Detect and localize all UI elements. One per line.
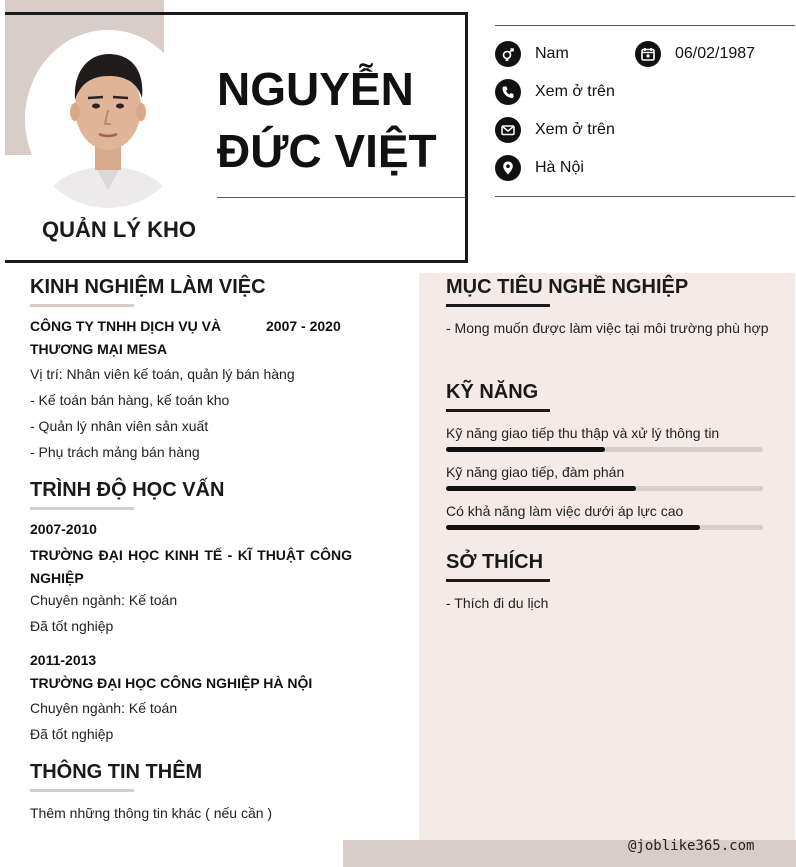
contact-address — [495, 155, 584, 181]
candidate-name — [217, 58, 457, 182]
education-2-status: Đã tốt nghiệp — [30, 726, 114, 742]
calendar-icon — [635, 41, 661, 67]
skill-2-label: Kỹ năng giao tiếp, đàm phán — [446, 464, 625, 480]
experience-company-line-2: THƯƠNG MẠI MESA — [30, 341, 168, 357]
education-1-school: TRƯỜNG ĐẠI HỌC KINH TẾ - KĨ THUẬT CÔNG NGHIỆP — [30, 547, 352, 586]
name-divider — [217, 197, 465, 198]
experience-duty-3: - Phụ trách mảng bán hàng — [30, 444, 200, 460]
profile-photo-illustration — [25, 30, 191, 208]
extra-info-heading-underline — [30, 789, 134, 792]
hobbies-heading: SỞ THÍCH — [446, 551, 544, 573]
extra-info-heading: THÔNG TIN THÊM — [30, 761, 203, 783]
location-pin-icon — [495, 155, 521, 181]
birthdate-value: 06/02/1987 — [675, 45, 756, 62]
skill-1-label: Kỹ năng giao tiếp thu thập và xử lý thông tin — [446, 425, 720, 441]
experience-duty-1: - Kế toán bán hàng, kế toán kho — [30, 392, 230, 408]
skill-1-bar-fill — [446, 447, 605, 452]
skill-2-bar-fill — [446, 486, 636, 491]
envelope-icon — [495, 117, 521, 143]
education-2-years: 2011-2013 — [30, 652, 97, 668]
address-value: Hà Nội — [535, 159, 584, 176]
education-1-status: Đã tốt nghiệp — [30, 618, 114, 634]
objective-heading-underline — [446, 304, 550, 307]
objective-heading: MỤC TIÊU NGHỀ NGHIỆP — [446, 276, 689, 298]
hobbies-text: - Thích đi du lịch — [446, 595, 549, 611]
skill-1-bar-track — [446, 447, 763, 452]
phone-icon — [495, 79, 521, 105]
skills-heading: KỸ NĂNG — [446, 381, 539, 403]
skills-heading-underline — [446, 409, 550, 412]
experience-duty-2: - Quản lý nhân viên sản xuất — [30, 418, 209, 434]
job-title: QUẢN LÝ KHO — [42, 217, 196, 242]
contact-divider-top — [495, 25, 795, 26]
experience-position: Vị trí: Nhân viên kế toán, quản lý bán hàng — [30, 366, 295, 382]
experience-heading: KINH NGHIỆM LÀM VIỆC — [30, 276, 266, 298]
footer-watermark: @joblike365.com — [628, 838, 755, 854]
skill-3-bar-fill — [446, 525, 700, 530]
education-2-major: Chuyên ngành: Kế toán — [30, 700, 178, 716]
gender-value: Nam — [535, 45, 569, 62]
hobbies-heading-underline — [446, 579, 550, 582]
skill-3-label: Có khả năng làm việc dưới áp lực cao — [446, 503, 684, 519]
extra-info-text: Thêm những thông tin khác ( nếu cần ) — [30, 805, 273, 821]
contact-gender — [495, 41, 569, 67]
gender-icon — [495, 41, 521, 67]
profile-photo — [25, 30, 191, 208]
objective-text: - Mong muốn được làm việc tại môi trường phù hợp — [446, 320, 769, 336]
contact-birthdate — [635, 41, 755, 67]
contact-email — [495, 117, 615, 143]
candidate-name-line-2: ĐỨC VIỆT — [217, 125, 437, 177]
education-1-years: 2007-2010 — [30, 521, 97, 537]
education-1-major: Chuyên ngành: Kế toán — [30, 592, 178, 608]
contact-divider-bottom — [495, 196, 795, 197]
email-value: Xem ở trên — [535, 121, 615, 138]
education-heading-underline — [30, 507, 134, 510]
experience-period: 2007 - 2020 — [266, 318, 341, 334]
candidate-name-line-1: NGUYỄN — [217, 63, 414, 115]
skill-2-bar-track — [446, 486, 763, 491]
experience-company-line-1: CÔNG TY TNHH DỊCH VỤ VÀ — [30, 318, 222, 334]
contact-phone — [495, 79, 615, 105]
education-heading: TRÌNH ĐỘ HỌC VẤN — [30, 479, 225, 501]
skill-3-bar-track — [446, 525, 763, 530]
experience-heading-underline — [30, 304, 134, 307]
phone-value: Xem ở trên — [535, 83, 615, 100]
education-2-school: TRƯỜNG ĐẠI HỌC CÔNG NGHIỆP HÀ NỘI — [30, 675, 313, 691]
